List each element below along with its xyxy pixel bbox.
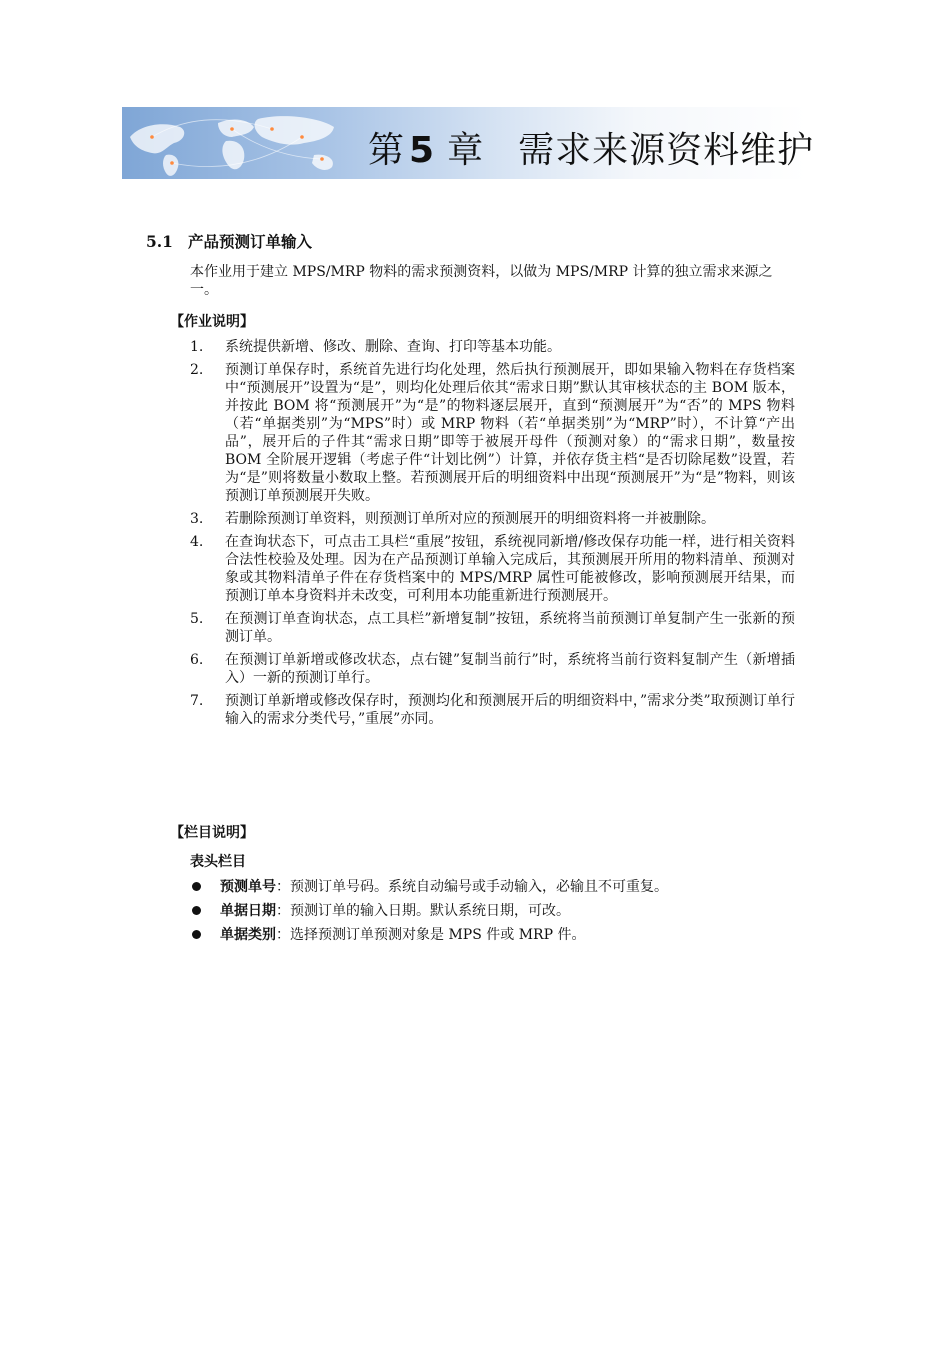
fields-heading: 【栏目说明】 — [170, 825, 254, 841]
chapter-suffix: 章 — [447, 130, 485, 171]
bullet-icon — [192, 906, 201, 915]
field-list — [192, 878, 792, 950]
list-item: 6. 在预测订单新增或修改状态，点右键”复制当前行”时，系统将当前行资料复制产生（新增插入）一新的预测订单行。 — [190, 652, 795, 686]
chapter-title — [368, 122, 814, 173]
list-item: 7. 预测订单新增或修改保存时，预测均化和预测展开后的明细资料中，”需求分类”取预测订单行输入的需求分类代号，”重展”亦同。 — [190, 693, 795, 727]
section-title: 产品预测订单输入 — [188, 232, 313, 251]
list-item: 单据类别：选择预测订单预测对象是 MPS 件或 MRP 件。 — [192, 926, 792, 944]
list-item: 2. 预测订单保存时，系统首先进行均化处理，然后执行预测展开，即如果输入物料在存货档案中“预测展开”设置为“是”，则均化处理后依其“需求日期”默认其审核状态的主 BOM 版本，并按此 BOM 将“预测展开”为“是”的物料逐层展开，直到“预测展开”为“否”的 MPS 物料（若“单据类别”为“MPS”时）或 MRP 物料（若“单据类别”为“MRP”时），不计算“产出品”，展开后的子件其“需求日期”即等于被展开母件（预测对象）的“需求日期”，数量按 BOM 全阶展开逻辑（考虑子件“计划比例”）计算，并依存货主档“是否切除尾数”设置，若为“是”则将数量小数取上整。若预测展开后的明细资料中出现“预测展开”为“是”物料，则该预测订单预测展开失败。 — [190, 362, 795, 504]
fields-subheading: 表头栏目 — [190, 854, 246, 870]
operation-heading: 【作业说明】 — [170, 314, 254, 330]
chapter-number: 5 — [409, 130, 436, 171]
section-heading — [146, 230, 312, 252]
operation-list — [190, 338, 795, 733]
list-item: 4. 在查询状态下，可点击工具栏“重展”按钮，系统视同新增/修改保存功能一样，进行相关资料合法性校验及处理。因为在产品预测订单输入完成后，其预测展开所用的物料清单、预测对象或其物料清单子件在存货档案中的 MPS/MRP 属性可能被修改，影响预测展开结果，而预测订单本身资料并未改变，可利用本功能重新进行预测展开。 — [190, 534, 795, 604]
section-number: 5.1 — [146, 232, 173, 251]
section-intro: 本作业用于建立 MPS/MRP 物料的需求预测资料，以做为 MPS/MRP 计算的独立需求来源之一。 — [190, 264, 773, 298]
list-item: 预测单号：预测订单号码。系统自动编号或手动输入，必输且不可重复。 — [192, 878, 792, 896]
chapter-name: 需求来源资料维护 — [518, 130, 815, 171]
bullet-icon — [192, 882, 201, 891]
list-item: 1. 系统提供新增、修改、删除、查询、打印等基本功能。 — [190, 339, 561, 355]
list-item: 3. 若删除预测订单资料，则预测订单所对应的预测展开的明细资料将一并被删除。 — [190, 511, 715, 527]
bullet-icon — [192, 930, 201, 939]
list-item: 单据日期：预测订单的输入日期。默认系统日期，可改。 — [192, 902, 792, 920]
chapter-prefix: 第 — [368, 130, 406, 171]
list-item: 5. 在预测订单查询状态，点工具栏”新增复制”按钮，系统将当前预测订单复制产生一张新的预测订单。 — [190, 611, 795, 645]
